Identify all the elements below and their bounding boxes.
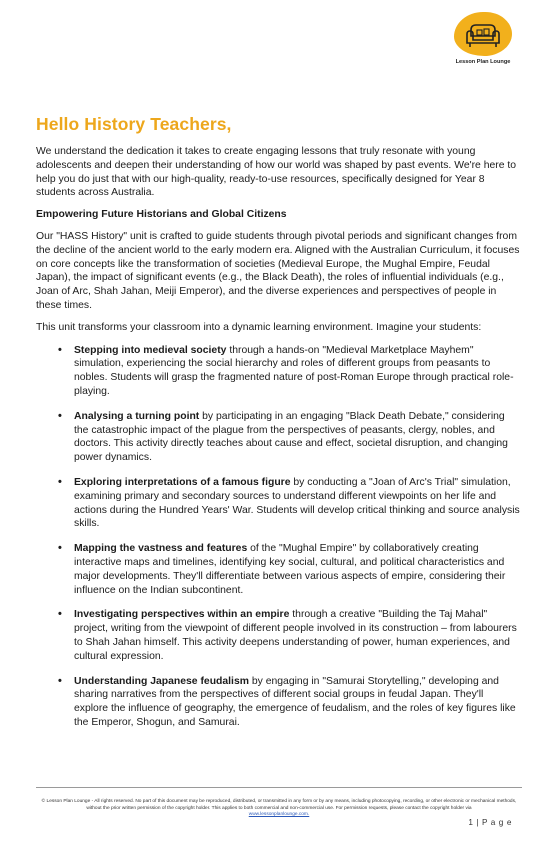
list-item-text: by participating in an engaging "Black Death Debate," considering the catastrophic impact of the plague from the perspectives of peasants, clergy, nobles, and doctors. This activity directly teaches about cause and effect, societal disruption, and changing power dynamics. (74, 410, 508, 464)
footer-divider (36, 787, 522, 788)
intro-paragraph: We understand the dedication it takes to create engaging lessons that truly resonate with young adolescents and deepen their understanding of how our world was shaped by past events. We're here to help you do just that with our high-quality, ready-to-use resources, specifically designed for Year 8 students across Australia. (36, 146, 517, 199)
list-item-lead: Analysing a turning point (74, 410, 200, 422)
letter-body (36, 114, 520, 741)
website-link[interactable]: www.lessonplanlounge.com. (248, 812, 310, 818)
couch-icon (465, 24, 501, 48)
list-item (74, 608, 520, 663)
list-item-text: through a creative "Building the Taj Mahal" project, writing from the viewpoint of different people involved in its construction – from labourers to Shah Jahan himself. This activity deepens understanding of power, human experiences, and cultural expression. (74, 609, 517, 662)
page-heading: Hello History Teachers, (36, 114, 232, 134)
list-item-text: of the "Mughal Empire" by collaboratively creating interactive maps and timelines, identifying key social, cultural, and political characteristics and major developments. They'll differentiate between various aspects of empire, considering their influence on the Indian subcontinent. (74, 543, 506, 596)
copyright-footer (36, 799, 522, 819)
page-number: 1 | P a g e (468, 818, 512, 827)
list-item (74, 410, 520, 465)
logo-text: Lesson Plan Lounge (455, 59, 511, 65)
list-item-lead: Exploring interpretations of a famous figure (74, 476, 291, 488)
section-subheading: Empowering Future Historians and Global Citizens (36, 209, 287, 221)
list-item-lead: Stepping into medieval society (74, 344, 227, 356)
lead-in-paragraph: This unit transforms your classroom into a dynamic learning environment. Imagine your students: (36, 321, 482, 333)
list-item (74, 675, 520, 730)
list-item (74, 542, 520, 597)
list-item-lead: Investigating perspectives within an empire (74, 609, 290, 621)
unit-paragraph: Our "HASS History" unit is crafted to guide students through pivotal periods and significant changes from the decline of the ancient world to the early modern era. Aligned with the Australian Curriculum, it focuses on core concepts like the transformation of societies (Medieval Europe, the Mughal Empire, Feudal Japan), the impact of significant events (e.g., the Black Death), the roles of influential individuals (e.g., Joan of Arc, Shah Jahan, Meiji Emperor), and the diverse experiences and perspectives of people in these times. (36, 230, 520, 311)
list-item (74, 476, 520, 531)
list-item (74, 344, 520, 399)
list-item-text: through a hands-on "Medieval Marketplace Mayhem" simulation, experiencing the social hierarchy and roles of different groups from peasants to nobles. Students will grasp the fragmented nature of post-Roman Europe through practical role-playing. (74, 344, 514, 397)
copyright-text: © Lesson Plan Lounge - All rights reserved. No part of this document may be reproduced, distributed, or transmitted in any form or by any means, including photocopying, recording, or other electronic or mechanical methods, without the prior written permission of the copyright holder. This applies to both commercial and non-commercial use. For permission requests, please contact the copyright holder via (41, 799, 517, 811)
lesson-plan-lounge-logo (452, 12, 514, 70)
activity-list (36, 344, 520, 730)
list-item-lead: Mapping the vastness and features (74, 543, 248, 555)
list-item-lead: Understanding Japanese feudalism (74, 675, 249, 687)
list-item-text: by conducting a "Joan of Arc's Trial" simulation, examining primary and secondary sources to understand different viewpoints on her life and actions during the Hundred Years' War. Students will develop critical thinking and source analysis skills. (74, 476, 520, 530)
list-item-text: by engaging in "Samurai Storytelling," developing and sharing narratives from the perspectives of different social groups in feudal Japan. They'll explore the influence of geography, the emergence of feudalism, and the roles of key figures like the Emperor, Shogun, and Samurai. (74, 675, 516, 728)
